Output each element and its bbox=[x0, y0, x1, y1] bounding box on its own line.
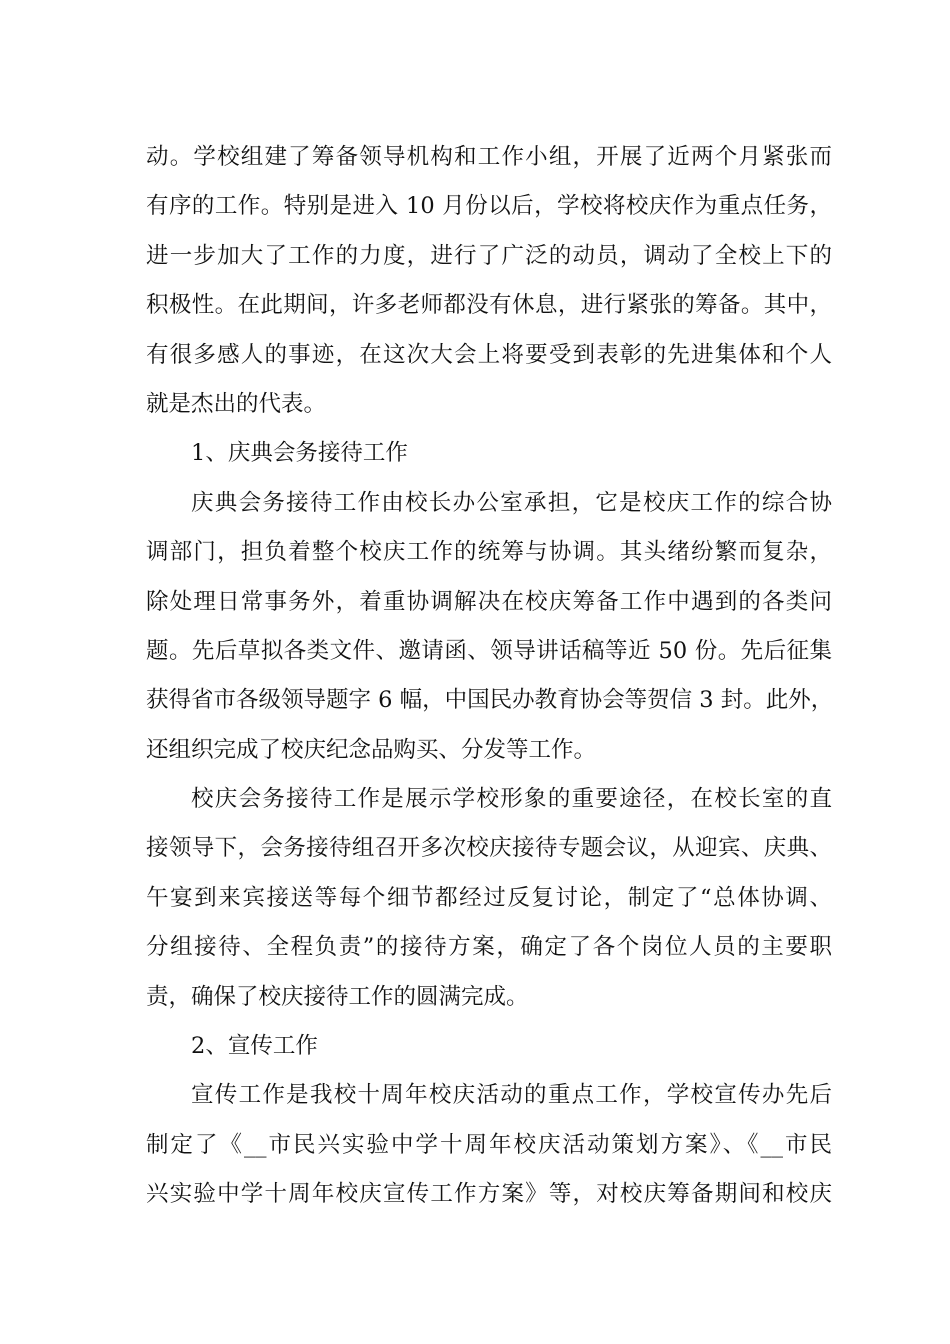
text-line: 有很多感人的事迹，在这次大会上将要受到表彰的先进集体和个人 bbox=[146, 341, 832, 368]
text-line: 责，确保了校庆接待工作的圆满完成。 bbox=[146, 983, 529, 1010]
text-line: 获得省市各级领导题字 6 幅，中国民办教育协会等贺信 3 封。此外， bbox=[146, 687, 834, 714]
text-line: 接领导下，会务接待组召开多次校庆接待专题会议，从迎宾、庆典、 bbox=[146, 835, 832, 862]
text-line: 就是杰出的代表。 bbox=[146, 390, 327, 417]
text-line: 进一步加大了工作的力度，进行了广泛的动员，调动了全校上下的 bbox=[146, 242, 832, 269]
text-line: 宣传工作是我校十周年校庆活动的重点工作，学校宣传办先后 bbox=[191, 1082, 832, 1109]
text-line: 有序的工作。特别是进入 10 月份以后，学校将校庆作为重点任务， bbox=[146, 193, 832, 220]
document-body bbox=[146, 133, 832, 1220]
text-line: 2、宣传工作 bbox=[191, 1033, 318, 1060]
text-line: 1、庆典会务接待工作 bbox=[191, 440, 408, 467]
text-line: 庆典会务接待工作由校长办公室承担，它是校庆工作的综合协 bbox=[191, 489, 832, 516]
text-line: 制定了《__市民兴实验中学十周年校庆活动策划方案》、《__市民 bbox=[146, 1131, 832, 1158]
text-line: 校庆会务接待工作是展示学校形象的重要途径，在校长室的直 bbox=[191, 786, 832, 813]
text-line: 分组接待、全程负责”的接待方案，确定了各个岗位人员的主要职 bbox=[146, 934, 832, 961]
text-line: 积极性。在此期间，许多老师都没有休息，进行紧张的筹备。其中， bbox=[146, 292, 832, 319]
text-line: 除处理日常事务外，着重协调解决在校庆筹备工作中遇到的各类问 bbox=[146, 588, 832, 615]
text-line: 还组织完成了校庆纪念品购买、分发等工作。 bbox=[146, 736, 597, 763]
text-line: 兴实验中学十周年校庆宣传工作方案》等，对校庆筹备期间和校庆 bbox=[146, 1181, 832, 1208]
text-line: 调部门，担负着整个校庆工作的统筹与协调。其头绪纷繁而复杂， bbox=[146, 539, 832, 566]
text-line: 午宴到来宾接送等每个细节都经过反复讨论，制定了“总体协调、 bbox=[146, 884, 832, 911]
text-line: 题。先后草拟各类文件、邀请函、领导讲话稿等近 50 份。先后征集 bbox=[146, 637, 832, 664]
text-line: 动。学校组建了筹备领导机构和工作小组，开展了近两个月紧张而 bbox=[146, 144, 832, 170]
